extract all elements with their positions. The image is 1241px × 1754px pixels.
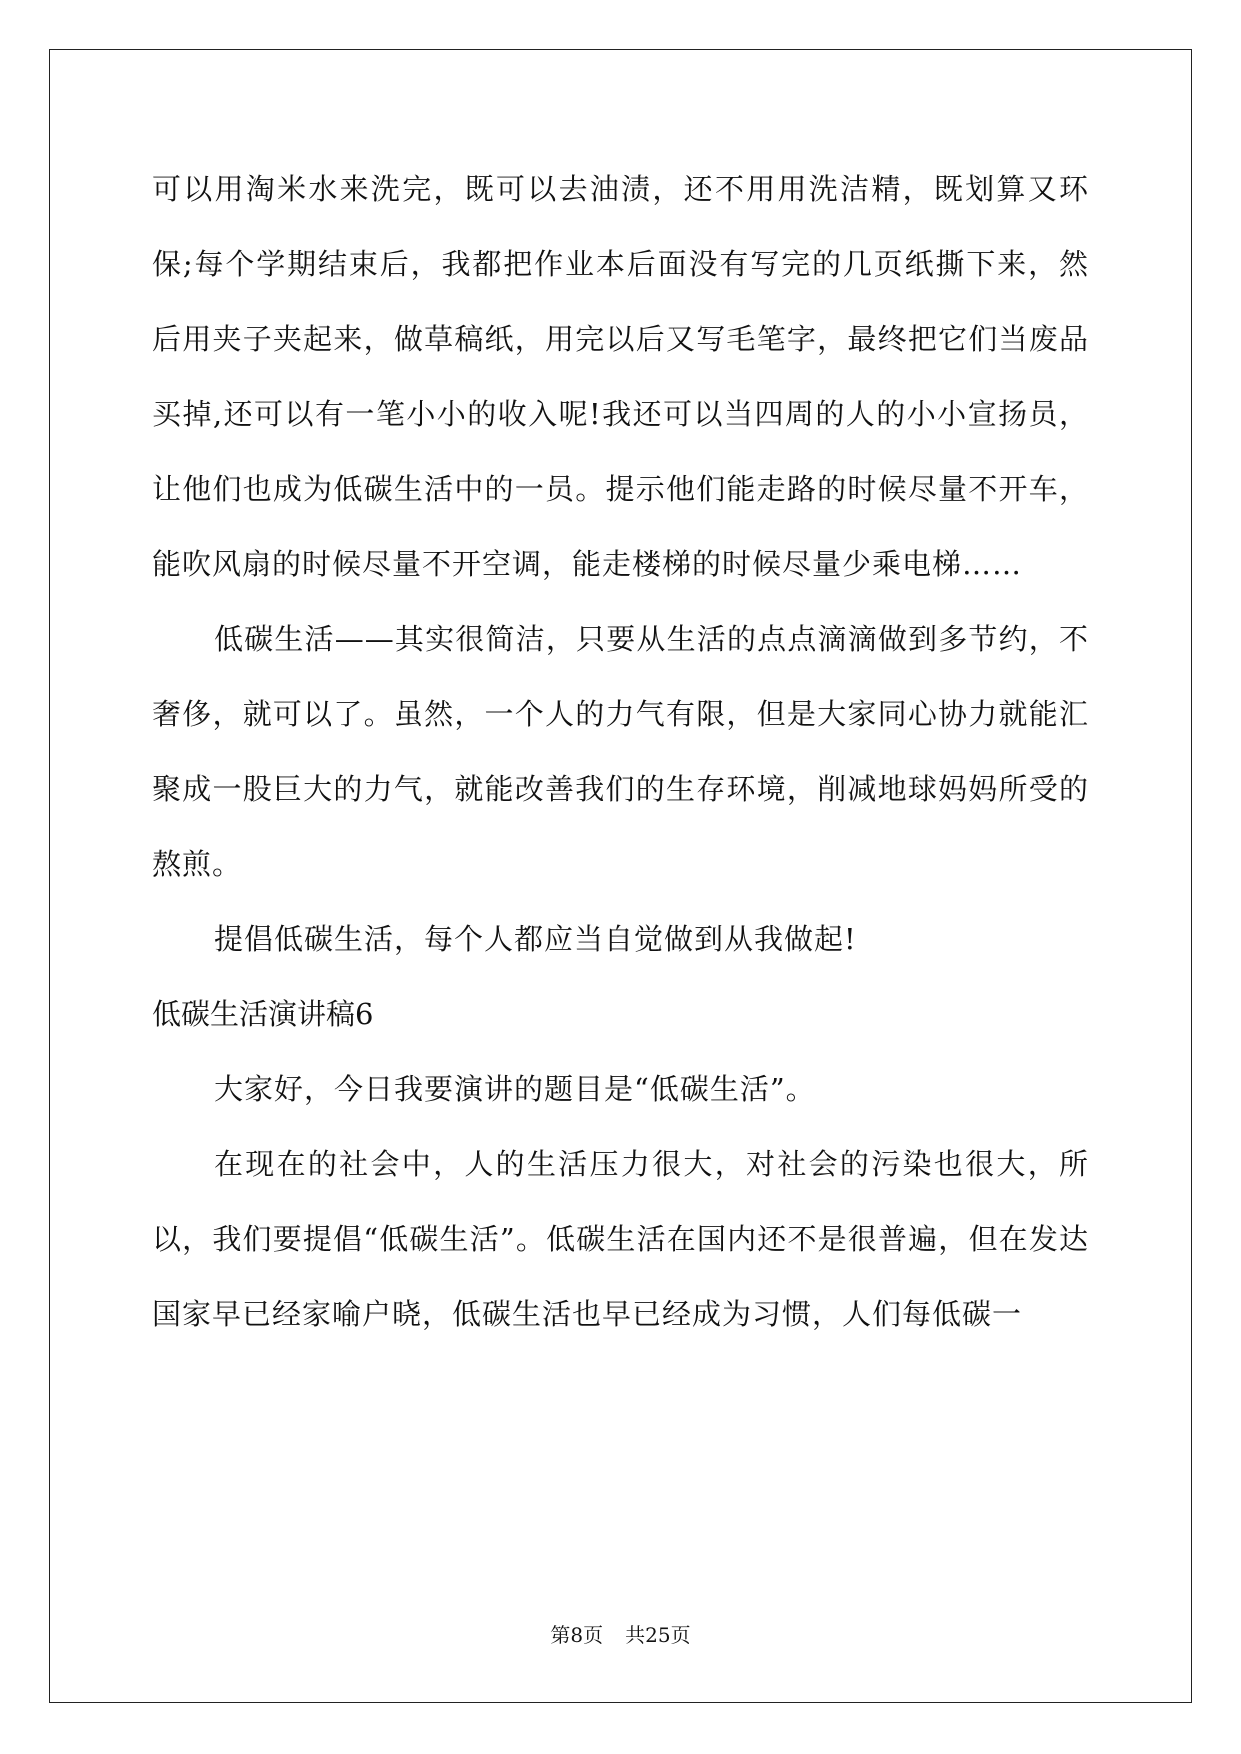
- paragraph: 大家好，今日我要演讲的题目是“低碳生活”。: [214, 1072, 816, 1106]
- page-footer: [0, 1621, 1241, 1649]
- paragraph: 低碳生活——其实很简洁，只要从生活的点点滴滴做到多节约，不奢侈，就可以了。虽然，一个人的力气有限，但是大家同心协力就能汇聚成一股巨大的力气，就能改善我们的生存环境，削减地球妈妈所受的熬煎。: [152, 622, 1089, 881]
- paragraph: 可以用淘米水来洗完，既可以去油渍，还不用用洗洁精，既划算又环保;每个学期结束后，我都把作业本后面没有写完的几页纸撕下来，然后用夹子夹起来，做草稿纸，用完以后又写毛笔字，最终把它们当废品买掉,还可以有一笔小小的收入呢!我还可以当四周的人的小小宣扬员，让他们也成为低碳生活中的一员。提示他们能走路的时候尽量不开车，能吹风扇的时候尽量不开空调，能走楼梯的时候尽量少乘电梯……: [152, 172, 1089, 581]
- page-number: 第8页: [550, 1623, 604, 1647]
- paragraph: 提倡低碳生活，每个人都应当自觉做到从我做起!: [214, 922, 857, 956]
- section-heading: 低碳生活演讲稿6: [152, 997, 374, 1031]
- document-body: [152, 152, 1089, 1352]
- page-total: 共25页: [625, 1623, 691, 1647]
- paragraph: 在现在的社会中，人的生活压力很大，对社会的污染也很大，所以，我们要提倡“低碳生活”。低碳生活在国内还不是很普遍，但在发达国家早已经家喻户晓，低碳生活也早已经成为习惯，人们每低碳一: [152, 1147, 1089, 1331]
